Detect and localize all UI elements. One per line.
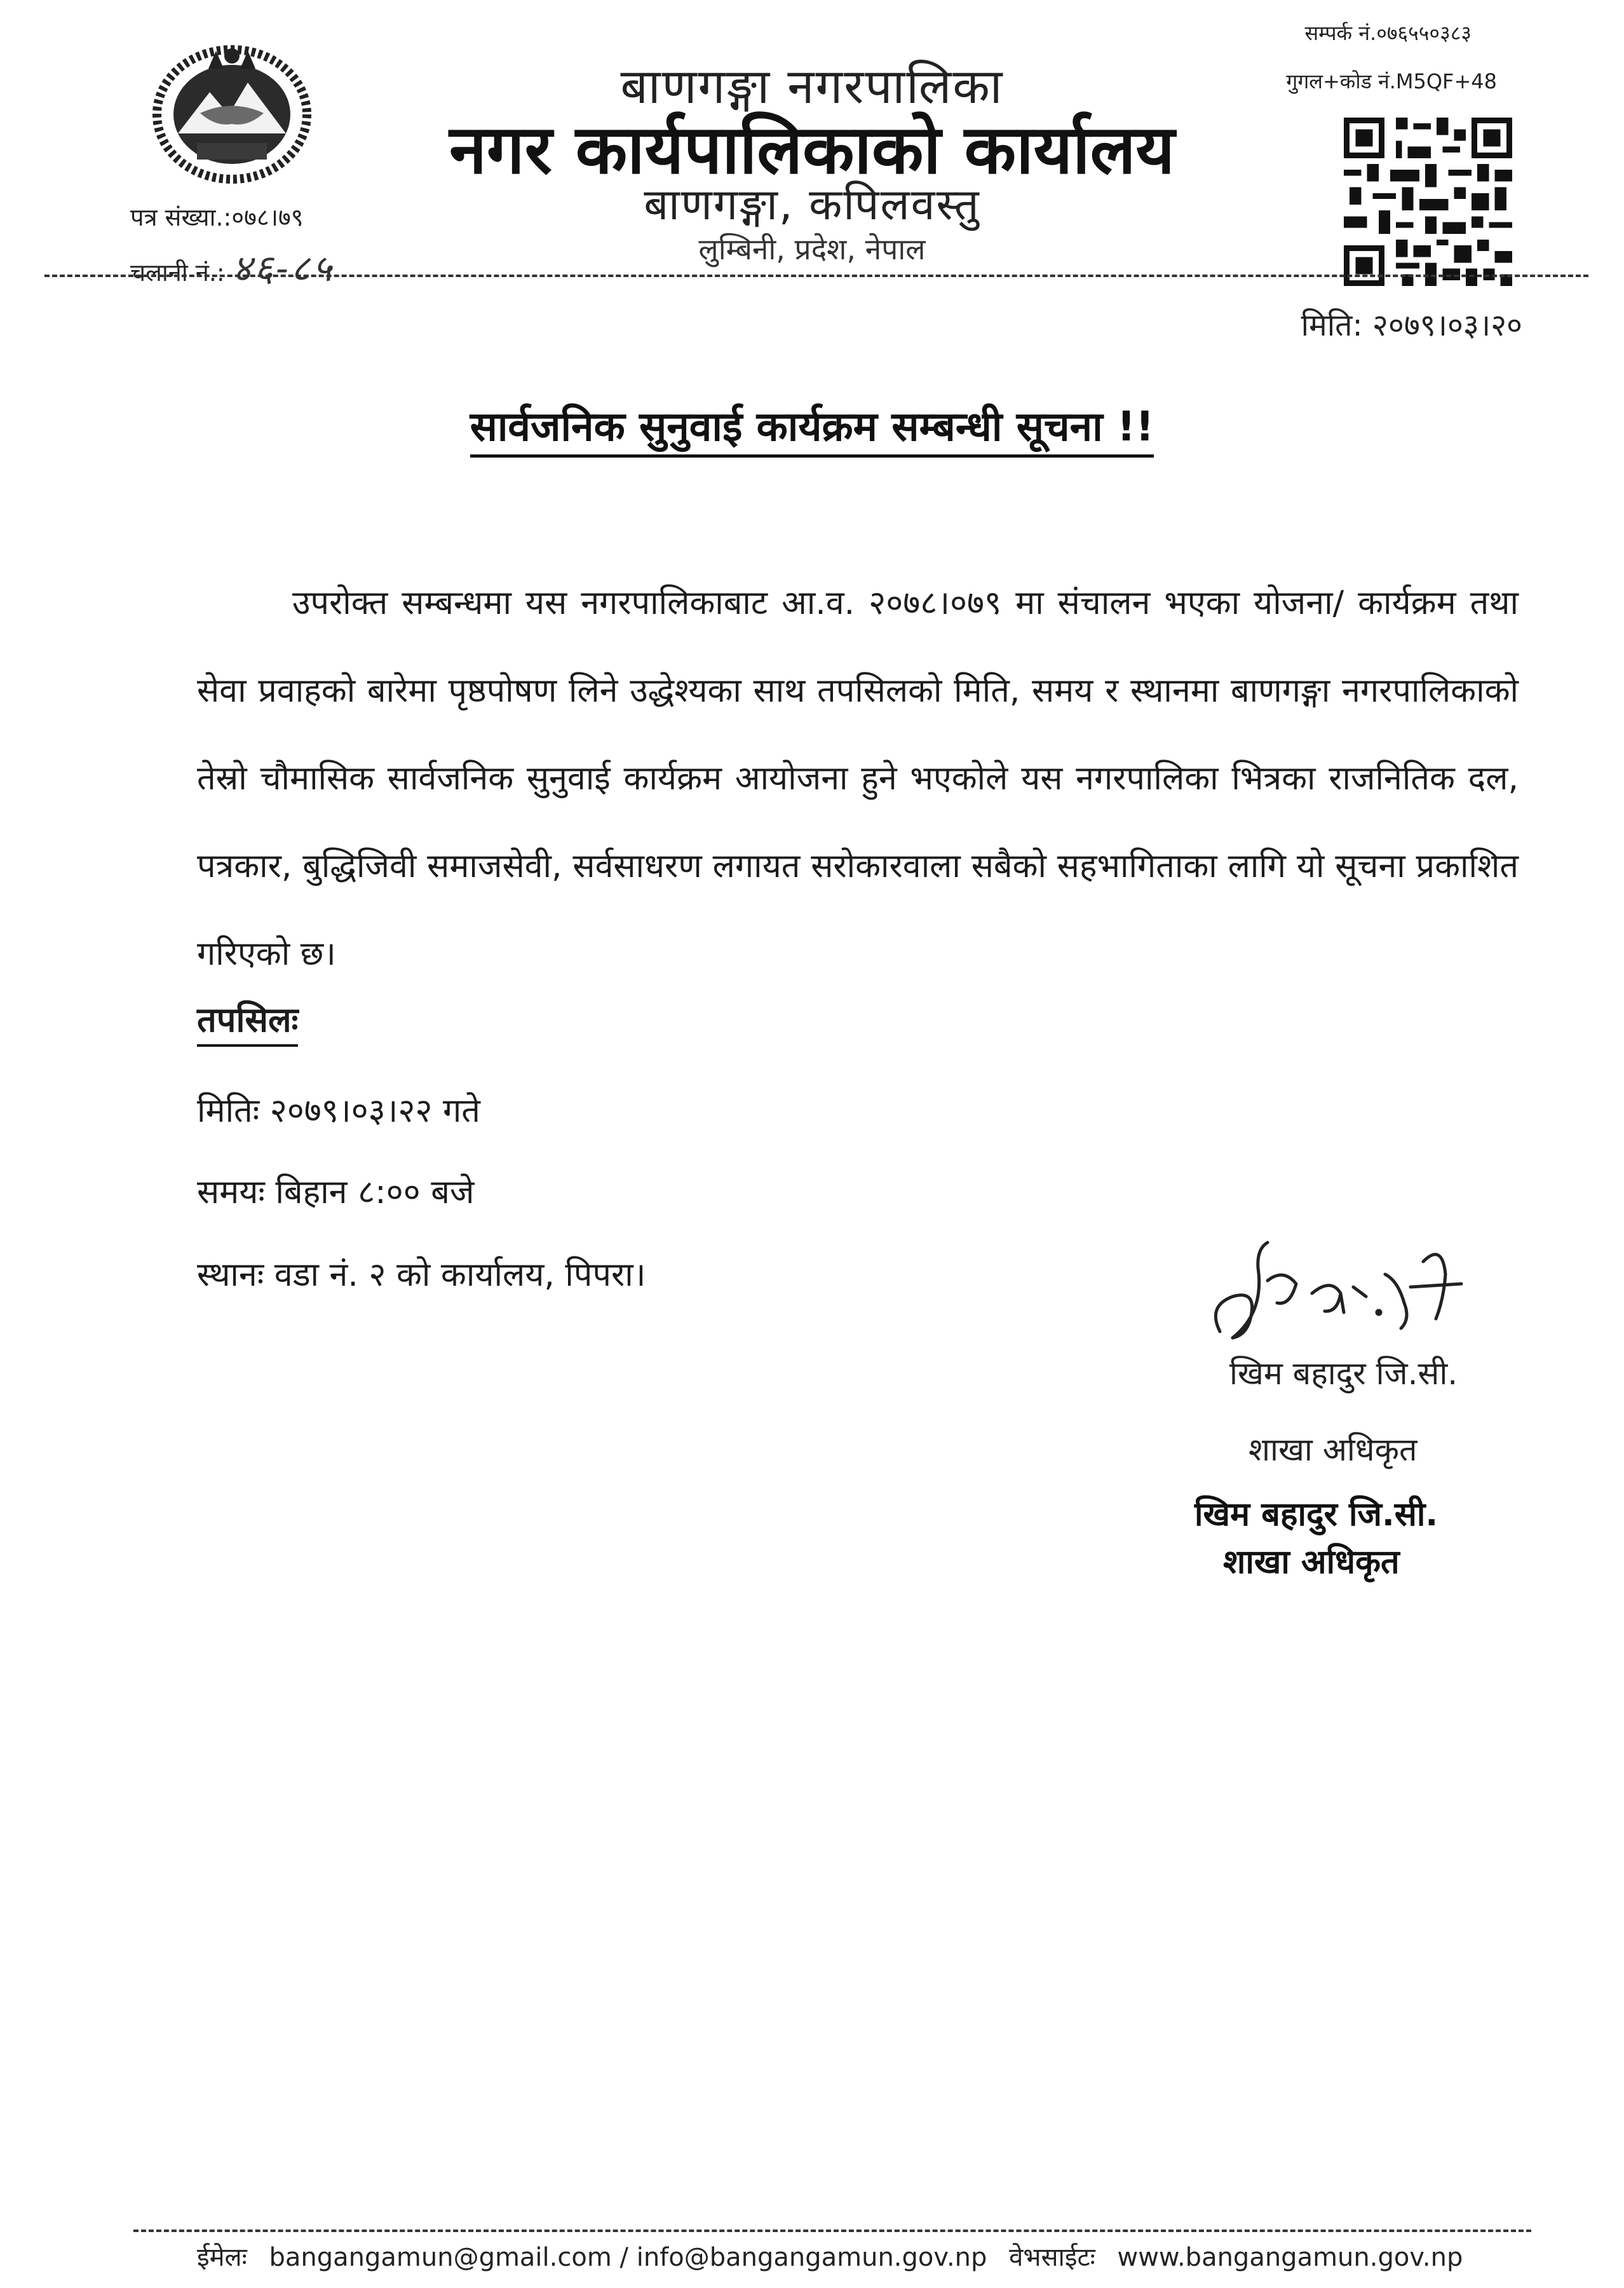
- details-time: समयः बिहान ८:०० बजे: [197, 1173, 475, 1211]
- signatory-title: शाखा अधिकृत: [1248, 1431, 1418, 1468]
- stamp-name: खिम बहादुर जि.सी.: [1194, 1495, 1438, 1534]
- handwritten-signature: [1194, 1223, 1487, 1363]
- notice-title-text: सार्वजनिक सुनुवाई कार्यक्रम सम्बन्धी सूचना !!: [470, 404, 1154, 458]
- reference-number: पत्र संख्या.:०७८।७९: [130, 203, 304, 231]
- email-addresses: bangangamun@gmail.com / info@bangangamun.gov.np: [269, 2243, 987, 2272]
- dispatch-value-handwritten: ४६-८५: [232, 247, 335, 290]
- office-name: नगर कार्यपालिकाको कार्यालय: [449, 111, 1175, 189]
- details-date: मितिः २०७९।०३।२२ गते: [197, 1092, 480, 1130]
- google-plus-code: गुगल+कोड नं.M5QF+48: [1286, 69, 1497, 93]
- details-place: स्थानः वडा नं. २ को कार्यालय, पिपरा।: [197, 1256, 646, 1294]
- details-heading: तपसिलः: [197, 995, 298, 1047]
- dispatch-number: [130, 242, 334, 292]
- header-divider: [44, 275, 1588, 277]
- stamp-title: शाखा अधिकृत: [1223, 1543, 1400, 1581]
- letter-date: मिति: २०७९।०३।२०: [1301, 308, 1522, 343]
- footer-divider: [133, 2230, 1531, 2232]
- office-location: बाणगङ्गा, कपिलवस्तु: [644, 180, 980, 230]
- signatory-name: खिम बहादुर जि.सी.: [1229, 1355, 1458, 1392]
- footer-contact: [197, 2238, 1463, 2273]
- office-province: लुम्बिनी, प्रदेश, नेपाल: [698, 232, 926, 266]
- notice-paragraph: उपरोक्त सम्बन्धमा यस नगरपालिकाबाट आ.व. २०७८।०७९ मा संचालन भएका योजना/ कार्यक्रम तथा सेवा प्रवाहको बारेमा पृष्ठपोषण लिने उद्धेश्यका साथ तपसिलको मिति, समय र स्थानमा बाणगङ्गा नगरपालिकाको तेस्रो चौमासिक सार्वजनिक सुनुवाई कार्यक्रम आयोजना हुने भएकोले यस नगरपालिका भित्रका राजनितिक दल, पत्रकार, बुद्धिजिवी समाजसेवी, सर्वसाधरण लगायत सरोकारवाला सबैको सहभागिताका लागि यो सूचना प्रकाशित गरिएको छ।: [197, 584, 1519, 973]
- notice-title: [0, 397, 1624, 453]
- contact-number: सम्पर्क नं.०७६५५०३८३: [1304, 21, 1472, 45]
- email-label: ईमेलः: [197, 2243, 247, 2272]
- website-label: वेभसाईटः: [1009, 2243, 1095, 2272]
- municipality-name: बाणगङ्गा नगरपालिका: [620, 58, 1004, 114]
- website-url: www.bangangamun.gov.np: [1117, 2243, 1463, 2272]
- qr-code-icon: [1344, 118, 1512, 286]
- dispatch-label: चलानी नं.:: [130, 259, 225, 287]
